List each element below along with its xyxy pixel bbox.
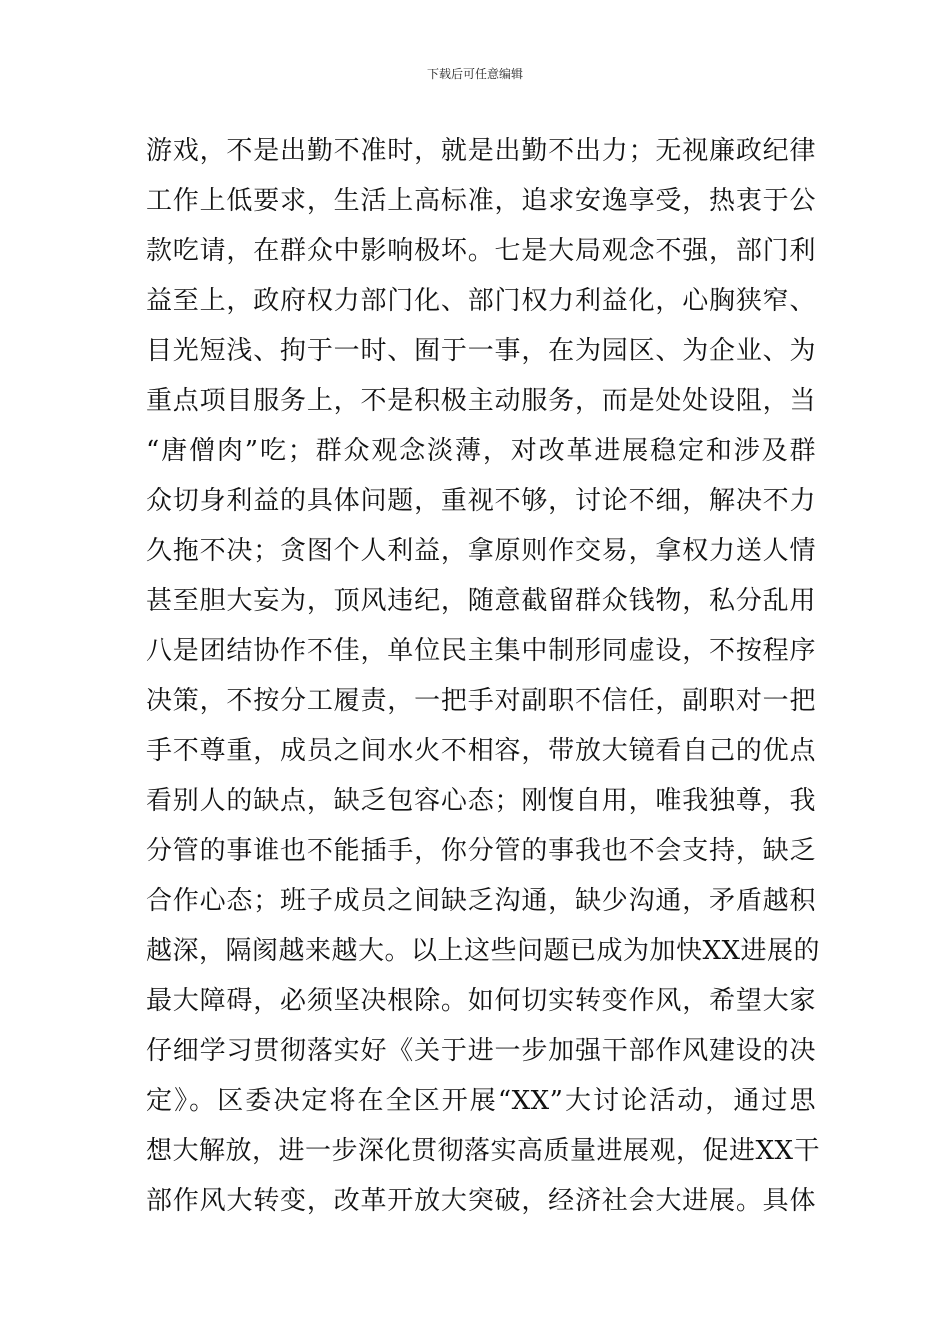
body-line-18: 最大障碍，必须坚决根除。如何切实转变作风，希望大家 [146,986,816,1016]
body-line-14: 看别人的缺点，缺乏包容心态；刚愎自用，唯我独尊，我 [146,786,816,816]
body-line-21: 想大解放，进一步深化贯彻落实高质量进展观，促进XX干 [146,1136,821,1166]
body-line-2: 工作上低要求，生活上高标准，追求安逸享受，热衷于公 [146,186,816,216]
body-line-17: 越深，隔阂越来越大。以上这些问题已成为加快XX进展的 [146,936,821,966]
body-line-11: 八是团结协作不佳，单位民主集中制形同虚设，不按程序 [146,636,816,666]
body-line-7: “唐僧肉”吃；群众观念淡薄，对改革进展稳定和涉及群 [146,436,816,466]
body-line-4: 益至上，政府权力部门化、部门权力利益化，心胸狭窄、 [146,286,816,316]
body-line-6: 重点项目服务上，不是积极主动服务，而是处处设阻，当 [146,386,816,416]
body-line-8: 众切身利益的具体问题，重视不够，讨论不细，解决不力 [146,486,816,516]
body-line-10: 甚至胆大妄为，顶风违纪，随意截留群众钱物，私分乱用 [146,586,816,616]
body-line-20: 定》。区委决定将在全区开展“XX”大讨论活动，通过思 [146,1086,816,1116]
body-line-16: 合作心态；班子成员之间缺乏沟通，缺少沟通，矛盾越积 [146,886,816,916]
body-line-3: 款吃请，在群众中影响极坏。七是大局观念不强，部门利 [146,236,816,266]
body-line-9: 久拖不决；贪图个人利益，拿原则作交易，拿权力送人情 [146,536,816,566]
body-line-19: 仔细学习贯彻落实好《关于进一步加强干部作风建设的决 [146,1036,816,1066]
body-line-15: 分管的事谁也不能插手，你分管的事我也不会支持，缺乏 [146,836,816,866]
document-body [146,126,821,1226]
body-line-13: 手不尊重，成员之间水火不相容，带放大镜看自己的优点 [146,736,816,766]
body-line-1: 游戏，不是出勤不准时，就是出勤不出力；无视廉政纪律 [146,136,816,166]
body-line-5: 目光短浅、拘于一时、囿于一事，在为园区、为企业、为 [146,336,816,366]
body-line-22: 部作风大转变，改革开放大突破，经济社会大进展。具体 [146,1186,816,1216]
page-header-note: 下载后可任意编辑 [426,67,523,81]
body-line-12: 决策，不按分工履责，一把手对副职不信任，副职对一把 [146,686,816,716]
